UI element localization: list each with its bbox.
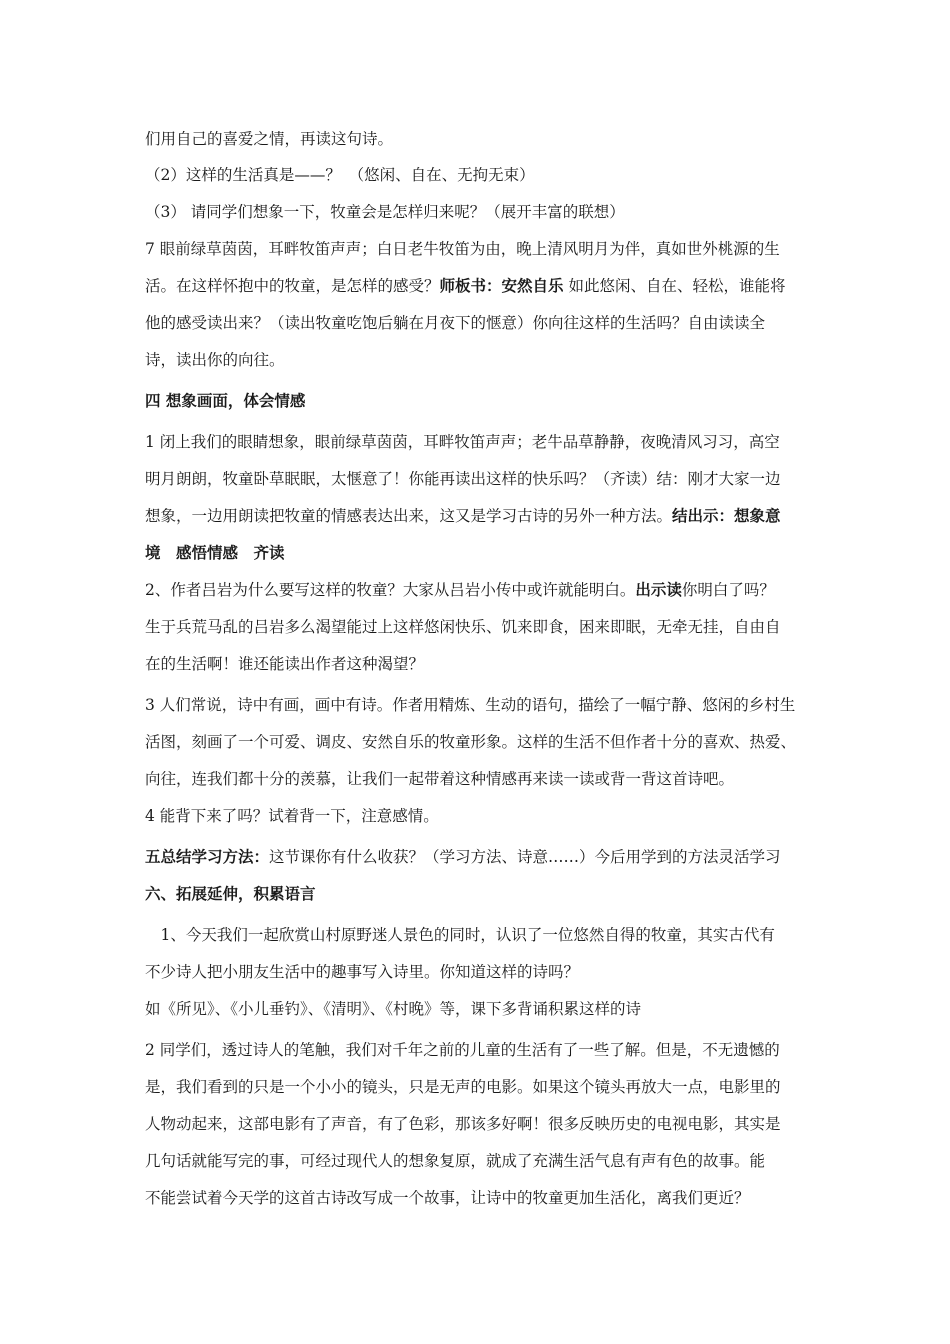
paragraph-line: 4 能背下来了吗？试着背一下，注意感情。 bbox=[145, 807, 439, 825]
section-heading: 六、拓展延伸，积累语言 bbox=[145, 884, 316, 903]
paragraph-line: 几句话就能写完的事，可经过现代人的想象复原，就成了充满生活气息有声有色的故事。能 bbox=[145, 1152, 766, 1170]
paragraph-line: 不能尝试着今天学的这首古诗改写成一个故事，让诗中的牧童更加生活化，离我们更近？ bbox=[145, 1189, 750, 1207]
board-note: 结出示：想象意 bbox=[672, 506, 781, 525]
paragraph-line: 明月朗朗，牧童卧草眠眠，太惬意了！你能再读出这样的快乐吗？（齐读）结：刚才大家一边 bbox=[145, 470, 781, 488]
paragraph-line: 2 同学们，透过诗人的笔触，我们对千年之前的儿童的生活有了一些了解。但是，不无遗憾的 bbox=[145, 1041, 780, 1059]
paragraph-line bbox=[145, 505, 781, 527]
paragraph-line: 在的生活啊！谁还能读出作者这种渴望？ bbox=[145, 655, 425, 673]
text-run: 你明白了吗？ bbox=[681, 581, 775, 599]
paragraph-line: 是，我们看到的只是一个小小的镜头，只是无声的电影。如果这个镜头再放大一点，电影里的 bbox=[145, 1078, 781, 1096]
text-run: 想象，一边用朗读把牧童的情感表达出来，这又是学习古诗的另外一种方法。 bbox=[145, 507, 673, 525]
board-note: 师板书：安然自乐 bbox=[439, 276, 564, 295]
paragraph-line: 他的感受读出来？（读出牧童吃饱后躺在月夜下的惬意）你向往这样的生活吗？自由读读全 bbox=[145, 314, 766, 332]
paragraph-line: 1、今天我们一起欣赏山村原野迷人景色的同时，认识了一位悠然自得的牧童，其实古代有 bbox=[145, 926, 775, 944]
board-note: 出示读 bbox=[635, 580, 682, 599]
paragraph-line: 人物动起来，这部电影有了声音，有了色彩，那该多好啊！很多反映历史的电视电影，其实是 bbox=[145, 1115, 781, 1133]
paragraph-line: 们用自己的喜爱之情，再读这句诗。 bbox=[145, 130, 394, 148]
section-heading: 五总结学习方法： bbox=[145, 847, 270, 866]
paragraph-line: 诗，读出你的向往。 bbox=[145, 351, 285, 369]
text-run: 活。在这样怀抱中的牧童，是怎样的感受？ bbox=[145, 277, 440, 295]
paragraph-line: 1 闭上我们的眼睛想象，眼前绿草茵茵，耳畔牧笛声声；老牛品草静静，夜晚清风习习，高空 bbox=[145, 433, 780, 451]
text-run: 2、作者吕岩为什么要写这样的牧童？大家从吕岩小传中或许就能明白。 bbox=[145, 581, 636, 599]
paragraph-line: （2）这样的生活真是——？ （悠闲、自在、无拘无束） bbox=[145, 166, 535, 184]
paragraph-line: 活图，刻画了一个可爱、调皮、安然自乐的牧童形象。这样的生活不但作者十分的喜欢、热爱、 bbox=[145, 733, 797, 751]
paragraph-line: （3） 请同学们想象一下，牧童会是怎样归来呢？（展开丰富的联想） bbox=[145, 203, 625, 221]
paragraph-line: 3 人们常说，诗中有画，画中有诗。作者用精炼、生动的语句，描绘了一幅宁静、悠闲的乡村生 bbox=[145, 696, 796, 714]
text-run: 如此悠闲、自在、轻松，谁能将 bbox=[563, 277, 786, 295]
text-run: 这节课你有什么收获？（学习方法、诗意……）今后用学到的方法灵活学习 bbox=[269, 848, 781, 866]
paragraph-line: 不少诗人把小朋友生活中的趣事写入诗里。你知道这样的诗吗？ bbox=[145, 963, 580, 981]
paragraph-line: 7 眼前绿草茵茵，耳畔牧笛声声；白日老牛牧笛为由，晚上清风明月为伴，真如世外桃源的生 bbox=[145, 240, 780, 258]
board-note: 境 感悟情感 齐读 bbox=[145, 543, 285, 562]
section-heading: 四 想象画面，体会情感 bbox=[145, 391, 306, 410]
paragraph-line: 如《所见》、《小儿垂钓》、《清明》、《村晚》等，课下多背诵积累这样的诗 bbox=[145, 1000, 642, 1018]
paragraph-line bbox=[145, 275, 785, 297]
paragraph-line: 向往，连我们都十分的羡慕，让我们一起带着这种情感再来读一读或背一背这首诗吧。 bbox=[145, 770, 735, 788]
paragraph-line bbox=[145, 579, 775, 601]
paragraph-line bbox=[145, 846, 781, 868]
paragraph-line: 生于兵荒马乱的吕岩多么渴望能过上这样悠闲快乐、饥来即食，困来即眠，无牵无挂，自由自 bbox=[145, 618, 781, 636]
